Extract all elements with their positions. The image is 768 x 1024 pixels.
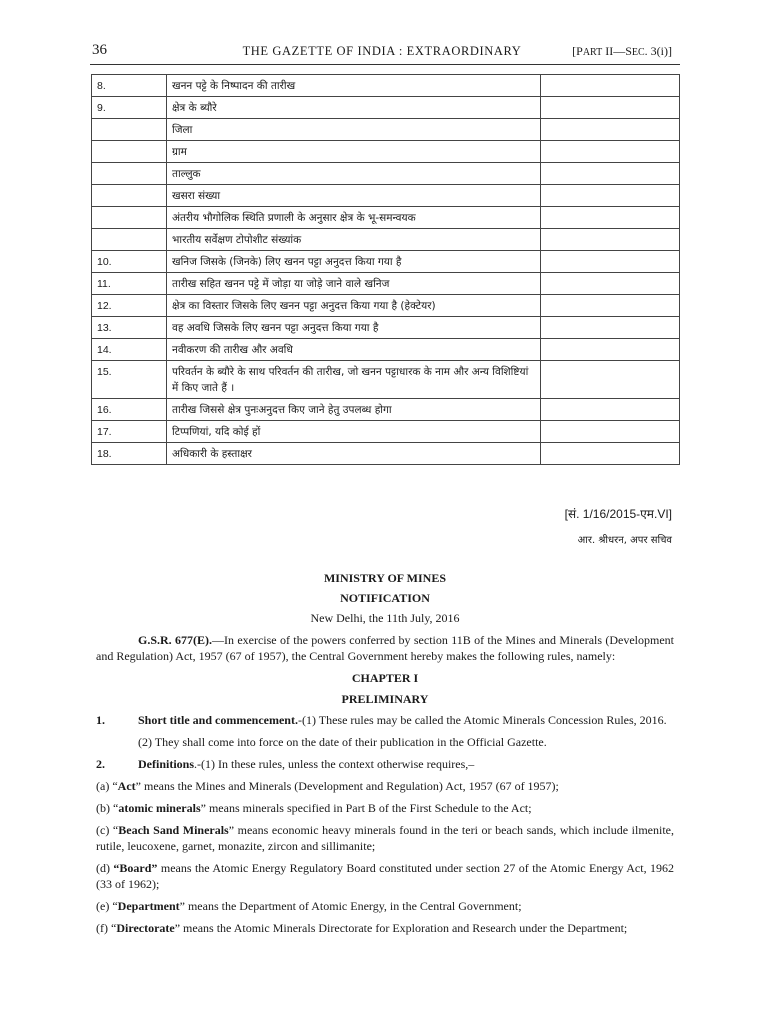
table-row xyxy=(92,163,680,185)
row-field: वह अवधि जिसके लिए खनन पट्टा अनुदत्त किया गया है xyxy=(167,317,541,339)
row-number xyxy=(92,163,167,185)
row-number: 10. xyxy=(92,251,167,273)
table-row xyxy=(92,207,680,229)
row-number: 18. xyxy=(92,443,167,465)
gazette-title: THE GAZETTE OF INDIA : EXTRAORDINARY xyxy=(242,44,522,58)
definition-item: (d) “Board” means the Atomic Energy Regulatory Board constituted under section 27 of the Atomic Energy Act, 1962 (33 of 1962); xyxy=(96,861,674,891)
notification-heading: NOTIFICATION xyxy=(340,591,430,605)
row-value-cell xyxy=(541,421,680,443)
definition-item: (e) “Department” means the Department of Atomic Energy, in the Central Government; xyxy=(96,899,522,913)
table-row xyxy=(92,317,680,339)
signatory: आर. श्रीधरन, अपर सचिव xyxy=(577,535,672,546)
row-field: खसरा संख्या xyxy=(167,185,541,207)
row-value-cell xyxy=(541,75,680,97)
gsr-number: G.S.R. 677(E). xyxy=(138,633,212,647)
definition-item: (b) “atomic minerals” means minerals specified in Part B of the First Schedule to the Act; xyxy=(96,801,532,815)
row-value-cell xyxy=(541,97,680,119)
table-row xyxy=(92,229,680,251)
row-field: जिला xyxy=(167,119,541,141)
row-field: क्षेत्र के ब्यौरे xyxy=(167,97,541,119)
gsr-paragraph: G.S.R. 677(E).—In exercise of the powers conferred by section 11B of the Mines and Minerals (Development and Regulation) Act, 1957 (67 of 1957), the Central Government hereby makes the following rules, namely: xyxy=(96,633,674,663)
row-field: नवीकरण की तारीख और अवधि xyxy=(167,339,541,361)
chapter-title: PRELIMINARY xyxy=(341,692,429,706)
rule-1-sub-2: (2) They shall come into force on the date of their publication in the Official Gazette. xyxy=(138,735,547,749)
row-value-cell xyxy=(541,141,680,163)
row-value-cell xyxy=(541,399,680,421)
defined-term: Department xyxy=(117,899,180,913)
row-number: 9. xyxy=(92,97,167,119)
table-row xyxy=(92,273,680,295)
row-number xyxy=(92,185,167,207)
part-section: [PART II—SEC. 3(i)] xyxy=(572,44,672,58)
table-row xyxy=(92,251,680,273)
row-number xyxy=(92,141,167,163)
row-value-cell xyxy=(541,229,680,251)
notification-date: New Delhi, the 11th July, 2016 xyxy=(310,611,460,625)
header-rule xyxy=(90,64,680,65)
row-number: 15. xyxy=(92,361,167,399)
row-value-cell xyxy=(541,251,680,273)
table-row xyxy=(92,97,680,119)
row-number xyxy=(92,207,167,229)
row-number: 8. xyxy=(92,75,167,97)
defined-term: atomic minerals xyxy=(118,801,201,815)
row-field: अंतरीय भौगोलिक स्थिति प्रणाली के अनुसार क्षेत्र के भू-समन्वयक xyxy=(167,207,541,229)
notification-body xyxy=(96,570,674,942)
row-number: 16. xyxy=(92,399,167,421)
chapter-heading: CHAPTER I xyxy=(351,671,419,685)
row-number: 14. xyxy=(92,339,167,361)
row-value-cell xyxy=(541,273,680,295)
defined-term: “Board” xyxy=(113,861,158,875)
row-field: तारीख सहित खनन पट्टे में जोड़ा या जोड़े जाने वाले खनिज xyxy=(167,273,541,295)
rule-2: 2. Definitions.-(1) In these rules, unless the context otherwise requires,– xyxy=(96,757,475,771)
row-field: खनन पट्टे के निष्पादन की तारीख xyxy=(167,75,541,97)
ministry-heading: MINISTRY OF MINES xyxy=(323,571,447,585)
row-field: परिवर्तन के ब्यौरे के साथ परिवर्तन की तारीख, जो खनन पट्टाधारक के नाम और अन्य विशिष्टियां में किए जाते हैं । xyxy=(167,361,541,399)
row-value-cell xyxy=(541,163,680,185)
table-row xyxy=(92,443,680,465)
row-number: 11. xyxy=(92,273,167,295)
row-value-cell xyxy=(541,317,680,339)
lease-register-table xyxy=(91,74,680,465)
row-field: भारतीय सर्वेक्षण टोपोशीट संख्यांक xyxy=(167,229,541,251)
table-row xyxy=(92,361,680,399)
table-row xyxy=(92,75,680,97)
row-field: खनिज जिसके (जिनके) लिए खनन पट्टा अनुदत्त किया गया है xyxy=(167,251,541,273)
row-value-cell xyxy=(541,119,680,141)
table-row xyxy=(92,399,680,421)
definition-item: (c) “Beach Sand Minerals” means economic heavy minerals found in the teri or beach sands, which include ilmenite, rutile, leucoxene, garnet, monazite, zircon and sillimanite; xyxy=(96,823,674,853)
row-value-cell xyxy=(541,207,680,229)
table-row xyxy=(92,141,680,163)
table-row xyxy=(92,421,680,443)
row-field: क्षेत्र का विस्तार जिसके लिए खनन पट्टा अनुदत्त किया गया है (हेक्टेयर) xyxy=(167,295,541,317)
table-row xyxy=(92,119,680,141)
defined-term: Beach Sand Minerals xyxy=(118,823,229,837)
row-value-cell xyxy=(541,443,680,465)
row-field: ग्राम xyxy=(167,141,541,163)
table-row xyxy=(92,339,680,361)
rule-1: 1. Short title and commencement.-(1) These rules may be called the Atomic Minerals Concession Rules, 2016. xyxy=(96,713,667,727)
defined-term: Directorate xyxy=(116,921,175,935)
row-number xyxy=(92,119,167,141)
row-value-cell xyxy=(541,295,680,317)
row-value-cell xyxy=(541,339,680,361)
defined-term: Act xyxy=(117,779,136,793)
row-field: अधिकारी के हस्ताक्षर xyxy=(167,443,541,465)
row-field: टिप्पणियां, यदि कोई हों xyxy=(167,421,541,443)
definition-item: (a) “Act” means the Mines and Minerals (Development and Regulation) Act, 1957 (67 of 1957); xyxy=(96,779,559,793)
row-field: तारीख जिससे क्षेत्र पुनःअनुदत्त किए जाने हेतु उपलब्ध होगा xyxy=(167,399,541,421)
definitions-list xyxy=(96,778,674,936)
table-row xyxy=(92,295,680,317)
row-value-cell xyxy=(541,361,680,399)
row-number: 13. xyxy=(92,317,167,339)
page-header xyxy=(92,42,672,62)
table-row xyxy=(92,185,680,207)
row-number: 12. xyxy=(92,295,167,317)
row-field: ताल्लुक xyxy=(167,163,541,185)
page-number: 36 xyxy=(92,42,107,58)
row-value-cell xyxy=(541,185,680,207)
row-number xyxy=(92,229,167,251)
file-reference: [सं. 1/16/2015-एम.VI] xyxy=(564,507,672,521)
row-number: 17. xyxy=(92,421,167,443)
definition-item: (f) “Directorate” means the Atomic Minerals Directorate for Exploration and Research under the Department; xyxy=(96,921,628,935)
